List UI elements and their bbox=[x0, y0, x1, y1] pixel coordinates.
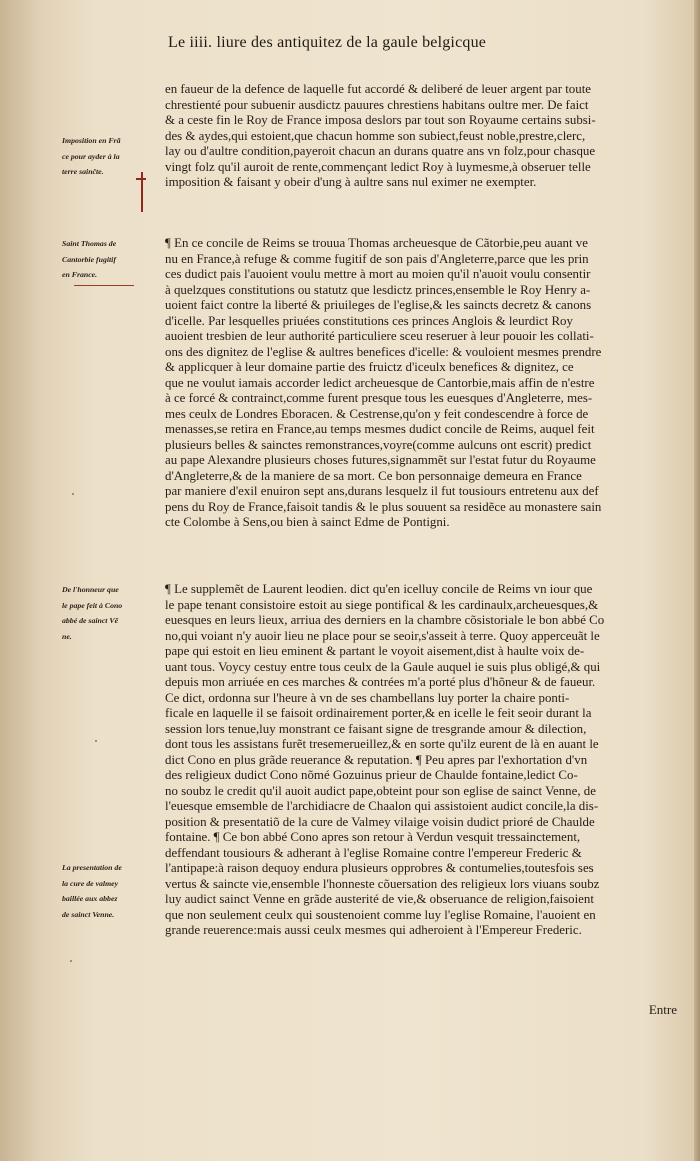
note-line: Cantorbie fugitif bbox=[62, 254, 116, 264]
text-line: no,qui voiant n'y auoir lieu ne place pour se seoir,s'asseit à terre. Quoy apperceuãt le bbox=[165, 628, 600, 643]
text-line: uant tous. Voycy cestuy entre tous ceulx de la Gaule auquel ie suis plus obligé,& qui bbox=[165, 659, 601, 674]
text-line: dict Cono en plus grãde reuerance & reputation. ¶ Peu apres par l'exhortation d'vn bbox=[165, 752, 588, 767]
text-line: ¶ Le supplemẽt de Laurent leodien. dict qu'en icelluy concile de Reims vn iour que bbox=[165, 582, 593, 596]
text-line: ons des dignitez de l'eglise & aultres benefices d'icelle: & vouloient mesmes prendre bbox=[165, 344, 602, 359]
text-line: en faueur de la defence de laquelle fut accordé & deliberé de leuer argent par toute bbox=[165, 82, 591, 96]
text-line: mes ceulx de Londres Eboracen. & Cestrense,qu'on y feit condescendre à force de bbox=[165, 406, 589, 421]
text-line: & applicquer à leur domaine partie des fruictz d'iceulx benefices & dignitez, ce bbox=[165, 360, 574, 374]
note-line: terre sainčte. bbox=[62, 167, 104, 176]
text-line: menasses,se retira en France,au temps mesmes dudict concile de Reims, auquel feit bbox=[165, 422, 595, 436]
text-line: d'icelle. Par lesquelles priuées constitutions ces princes Anglois & leurdict Roy bbox=[165, 313, 573, 328]
note-line: ne. bbox=[62, 631, 72, 641]
text-line: chrestienté pour subuenir ausdictz pauures chrestiens habitans oultre mer. De faict bbox=[165, 97, 589, 112]
text-line: que non seulement ceulx qui soustenoient comme luy l'eglise Romaine, l'auoient en bbox=[165, 907, 596, 922]
note-line: Imposition en Frã bbox=[62, 136, 121, 145]
text-line: depuis mon arriuée en ces marches & contrées m'a porté plus d'hõneur & de faueur. bbox=[165, 675, 596, 689]
note-line: de sainct Venne. bbox=[62, 909, 115, 919]
note-line: le pape feit à Cono bbox=[62, 600, 123, 610]
page-edge bbox=[694, 0, 700, 1161]
catchword: Entre bbox=[648, 1002, 677, 1017]
text-line: des & aydes,qui estoient,que chacun homme son subiect,feust noble,prestre,clerc, bbox=[165, 128, 586, 143]
margin-note-presentation bbox=[62, 860, 164, 922]
text-line: uoient faict contre la liberté & priuileges de l'eglise,& les saincts decretz & canons bbox=[165, 298, 592, 312]
text-line: session lors tenue,luy monstrant ce faisant signe de tresgrande amour & dilection, bbox=[165, 721, 587, 736]
text-line: pape qui estoit en lieu eminent & partant le voyoit aisement,dist à haulte voix de- bbox=[165, 644, 585, 658]
paragraph-1 bbox=[165, 82, 678, 191]
paper-speck bbox=[95, 740, 97, 742]
paper-speck bbox=[70, 960, 72, 962]
margin-note-honneur bbox=[62, 582, 164, 644]
text-line: auoient tresbien de leur authorité particuliere sceu reseruer à leur pouoir les collati- bbox=[165, 329, 594, 343]
handwritten-underline bbox=[74, 285, 134, 286]
text-line: lay ou d'aultre condition,payeroit chacun an durans quatre ans vn folz,pour chasque bbox=[165, 144, 596, 158]
paper-speck bbox=[72, 493, 74, 495]
text-line: fontaine. ¶ Ce bon abbé Cono apres son retour à Verdun vesquit tressainctement, bbox=[165, 830, 581, 844]
running-head: Le iiii. liure des antiquitez de la gaule belgicque bbox=[168, 34, 487, 51]
note-line: ce pour ayder à la bbox=[62, 151, 120, 161]
text-line: par maniere d'exil enuiron sept ans,durans lesquelz il fut tousiours entretenu aux def bbox=[165, 484, 599, 498]
note-line: Saint Thomas de bbox=[62, 239, 117, 248]
text-line: d'Angleterre,& de la maniere de sa mort. Ce bon personnaige demeura en France bbox=[165, 468, 582, 483]
text-line: ¶ En ce concile de Reims se trouua Thomas archeuesque de Cãtorbie,peu auant ve bbox=[165, 236, 588, 250]
text-line: Ce dict, ordonna sur l'heure à vn de ses chambellans luy porter la chaire ponti- bbox=[165, 690, 570, 705]
margin-note-thomas bbox=[62, 236, 164, 283]
text-line: dont tous les assistans furẽt tresemerueillez,& en sorte qu'ilz eurent de là en auant le bbox=[165, 737, 599, 751]
note-line: la cure de valmey bbox=[62, 878, 119, 888]
text-line: & a ceste fin le Roy de France imposa deslors par tout son Royaume certains subsi- bbox=[165, 113, 596, 127]
text-line: ficale en laquelle il se faisoit ordinairement porter,& en icelle le feit seoir durant la bbox=[165, 706, 592, 720]
text-line: grande reuerence:mais aussi ceulx mesmes qui adheroient à l'Empereur Frederic. bbox=[165, 923, 582, 937]
text-line: vertus & saincte vie,ensemble l'honneste cõuersation des religieux lors viuans soubz bbox=[165, 876, 600, 891]
paragraph-3 bbox=[165, 582, 678, 939]
text-line: no soubz le credit qu'il auoit audict pape,obteint pour son eglise de sainct Venne, de bbox=[165, 783, 596, 798]
text-line: le pape tenant consistoire estoit au siege pontifical & les cardinaulx,archeuesques,& bbox=[165, 597, 599, 612]
text-line: euesques en leurs lieux, arriua des derniers en la chambre cõsistoriale le bon abbé Co bbox=[165, 613, 605, 627]
note-line: La presentation de bbox=[62, 863, 122, 872]
text-line: des religieux dudict Cono nõmé Gozuinus prieur de Chaulde fontaine,ledict Co- bbox=[165, 768, 578, 782]
text-line: à ce forcé & contrainct,comme furent presque tous les euesques d'Angleterre, mes- bbox=[165, 391, 593, 405]
note-line: abbé de sainct Vẽ bbox=[62, 616, 119, 625]
note-line: en France. bbox=[62, 270, 98, 279]
text-line: plusieurs belles & sainctes remonstrances,voyre(comme aulcuns ont escrit) predict bbox=[165, 437, 592, 452]
text-line: à quelzques constitutions ou statutz que lesdictz princes,ensemble le Roy Henry a- bbox=[165, 282, 591, 297]
text-line: l'euesque emsemble de l'archidiacre de Chaalon qui assistoient audict concile,la dis- bbox=[165, 799, 599, 813]
note-line: De l'honneur que bbox=[62, 585, 119, 594]
text-line: au pape Alexandre plusieurs choses futures,signammẽt sur l'estat futur du Royaume bbox=[165, 453, 596, 467]
text-line: vingt folz qu'il auroit de rente,commençant ledict Roy à luymesme,à obseruer telle bbox=[165, 159, 591, 174]
text-line: position & presentatiõ de la cure de Valmey vilaige voisin dudict prioré de Chaulde bbox=[165, 814, 595, 829]
text-line: que ne voulut iamais accorder ledict archeuesque de Cantorbie,mais affin de n'estre bbox=[165, 375, 595, 390]
text-line: ces dudict pais l'auoient voulu mettre à mort au moien qu'il n'auoit voulu consentir bbox=[165, 267, 591, 281]
text-line: cte Colombe à Sens,ou bien à sainct Edme de Pontigni. bbox=[165, 515, 450, 529]
text-line: l'antipape:à raison dequoy endura plusieurs opprobres & contumelies,toutesfois ses bbox=[165, 861, 594, 875]
text-line: luy audict sainct Venne en grãde austerité de vie,& obseruance de religion,faisoient bbox=[165, 892, 594, 906]
handwritten-mark bbox=[136, 178, 146, 180]
text-line: nu en France,à refuge & comme fugitif de son pais d'Angleterre,parce que les prin bbox=[165, 251, 589, 266]
text-line: imposition & faisant y obeir d'ung à aultre sans nul eximer ne exempter. bbox=[165, 175, 537, 189]
note-line: baillée aux abbez bbox=[62, 894, 118, 903]
text-line: deffendant tousiours & adherant à l'eglise Romaine contre l'empereur Frederic & bbox=[165, 845, 582, 860]
paragraph-2 bbox=[165, 236, 678, 531]
text-line: pens du Roy de France,faisoit tandis & le plus souuent sa residẽce au monastere sain bbox=[165, 499, 602, 514]
